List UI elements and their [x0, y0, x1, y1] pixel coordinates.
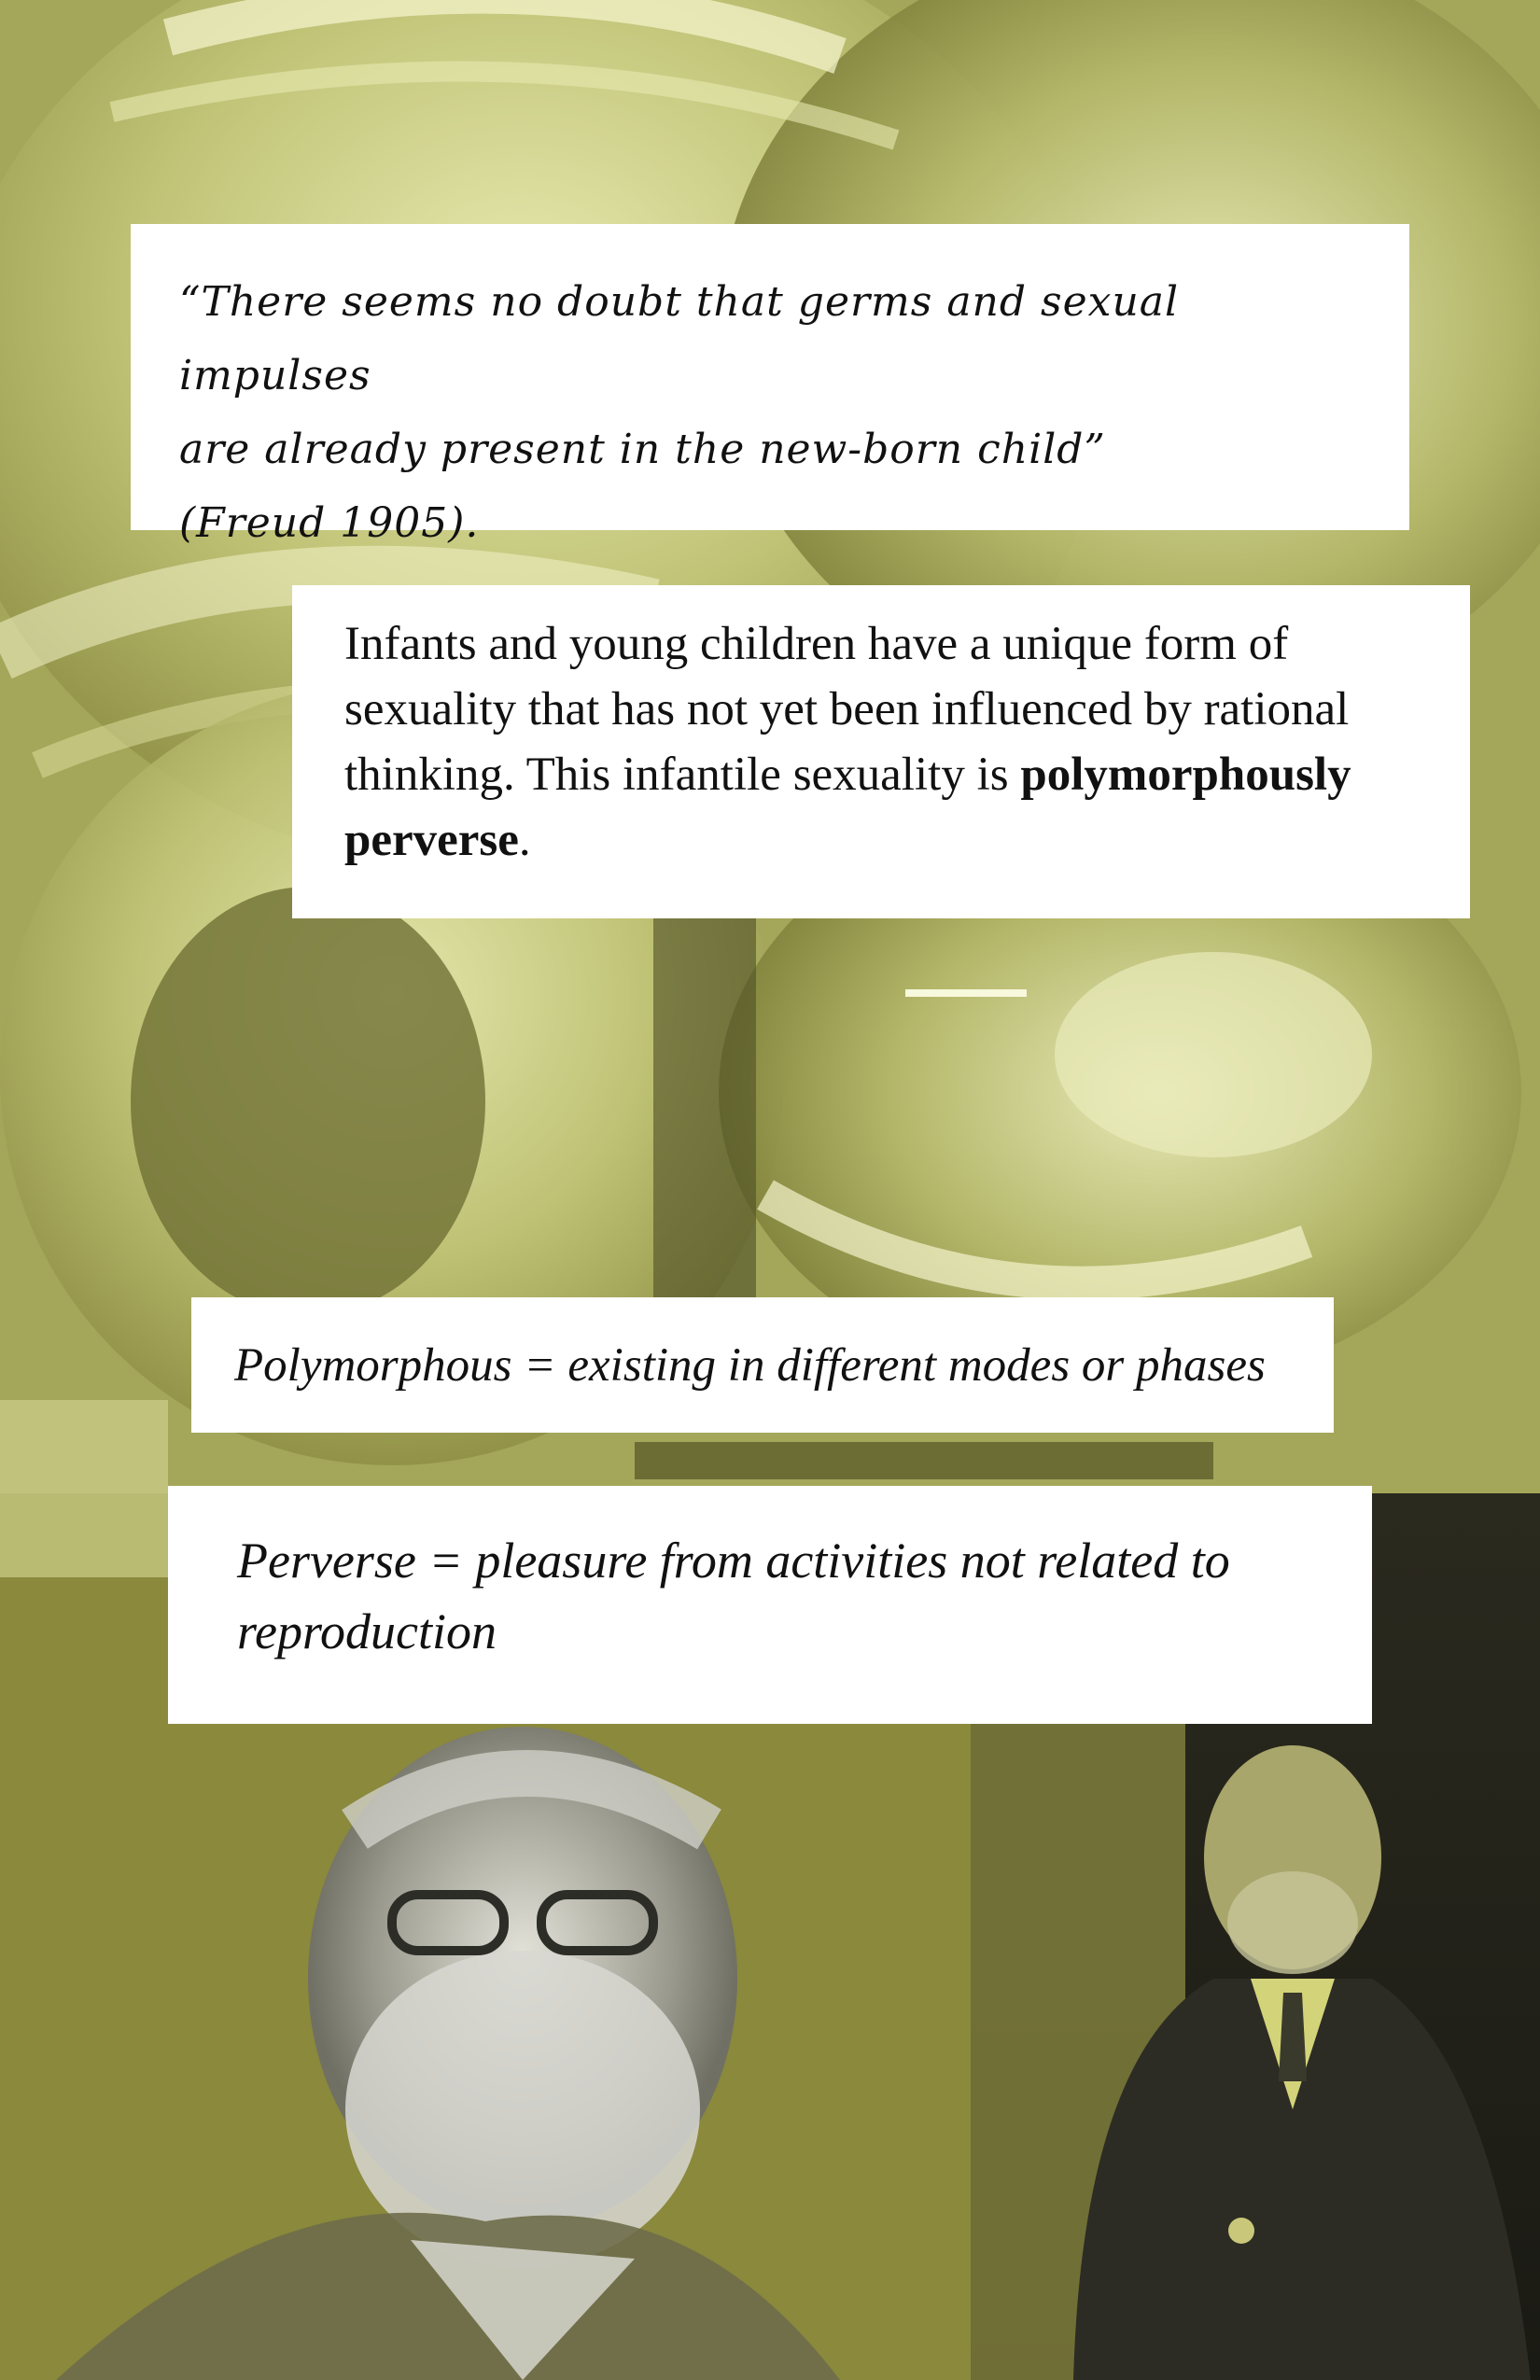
polymorphous-definition: Polymorphous = existing in different modes or phases	[234, 1338, 1266, 1392]
perverse-definition-card	[168, 1486, 1372, 1724]
quote-citation: (Freud 1905).	[179, 499, 480, 547]
perverse-definition-line-1: Perverse = pleasure from activities not related to	[237, 1533, 1230, 1589]
infant-sexuality-text	[344, 611, 1407, 873]
infant-sexuality-card	[292, 585, 1470, 918]
perverse-definition-line-2: reproduction	[237, 1603, 497, 1659]
portrait-left	[0, 1727, 915, 2380]
quote-line-1: “There seems no doubt that germs and sexual impulses	[179, 278, 1180, 399]
infant-sexuality-period: .	[518, 814, 531, 866]
quote-line-2: are already present in the new-born child”	[179, 426, 1106, 473]
polymorphously-perverse-term: polymorphously perverse	[344, 749, 1351, 866]
infant-sexuality-body: Infants and young children have a unique form of sexuality that has not yet been influenced by rational thinking. This infantile sexuality is	[344, 618, 1350, 801]
polymorphous-definition-card	[191, 1297, 1334, 1433]
quote-card	[131, 224, 1409, 547]
